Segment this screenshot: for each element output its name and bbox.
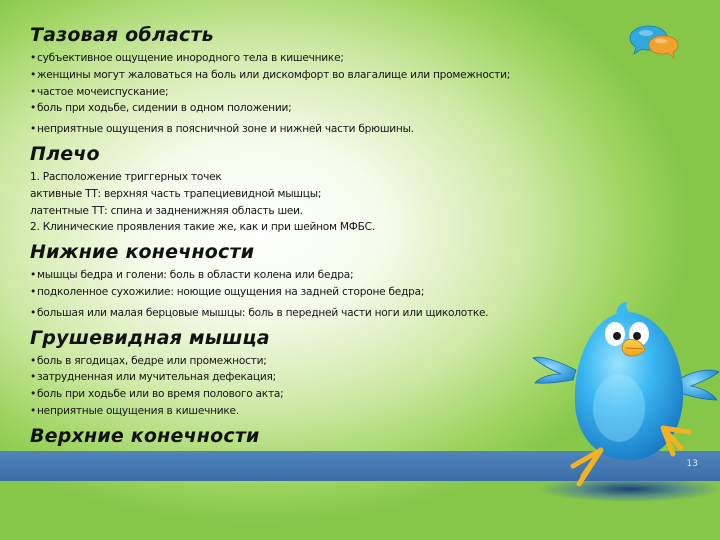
bird-mascot-icon: [531, 300, 720, 488]
list-item: • субъективное ощущение инородного тела в кишечнике;: [30, 50, 590, 67]
section-piriformis: [30, 327, 590, 420]
list-item: • боль при ходьбе или во время полового акта;: [30, 386, 590, 403]
section-pelvic-area: [30, 24, 590, 138]
bullet-list: [30, 267, 590, 321]
list-item: • неприятные ощущения в кишечнике.: [30, 403, 590, 420]
text-lines: [30, 169, 590, 236]
section-heading: Нижние конечности: [30, 241, 255, 264]
section-heading: Плечо: [30, 142, 100, 165]
list-item: • большая или малая берцовые мышцы: боль в передней части ноги или щиколотке.: [30, 305, 590, 322]
list-item: • частое мочеиспускание;: [30, 84, 590, 101]
text-line: активные ТТ: верхняя часть трапециевидной мышцы;: [30, 187, 322, 200]
bullet-list: [30, 353, 590, 420]
list-item: • подколенное сухожилие: ноющие ощущения на задней стороне бедра;: [30, 284, 590, 301]
list-item: • мышцы бедра и голени: боль в области колена или бедра;: [30, 267, 590, 284]
list-item: • боль при ходьбе, сидении в одном положении;: [30, 100, 590, 117]
section-heading: Тазовая область: [30, 24, 214, 46]
list-item: • неприятные ощущения в поясничной зоне и нижней части брюшины.: [30, 121, 590, 138]
text-line: 2. Клинические проявления такие же, как и при шейном МФБС.: [30, 221, 375, 234]
list-item: • женщины могут жаловаться на боль или дискомфорт во влагалище или промежности;: [30, 67, 590, 84]
bullet-list: [30, 50, 590, 138]
chat-bubbles-icon: [627, 22, 679, 62]
slide-content: [30, 24, 590, 484]
section-lower-limbs: [30, 241, 590, 321]
page-number: 13: [686, 459, 698, 469]
text-line: 1. Расположение триггерных точек: [30, 170, 222, 183]
section-heading: Верхние конечности: [30, 424, 260, 447]
text-line: латентные ТТ: спина и задненижняя область шеи.: [30, 204, 303, 217]
section-heading: Грушевидная мышца: [30, 326, 270, 349]
list-item: • затрудненная или мучительная дефекация;: [30, 369, 590, 386]
section-shoulder: [30, 143, 590, 236]
list-item: • боль в ягодицах, бедре или промежности;: [30, 353, 590, 370]
